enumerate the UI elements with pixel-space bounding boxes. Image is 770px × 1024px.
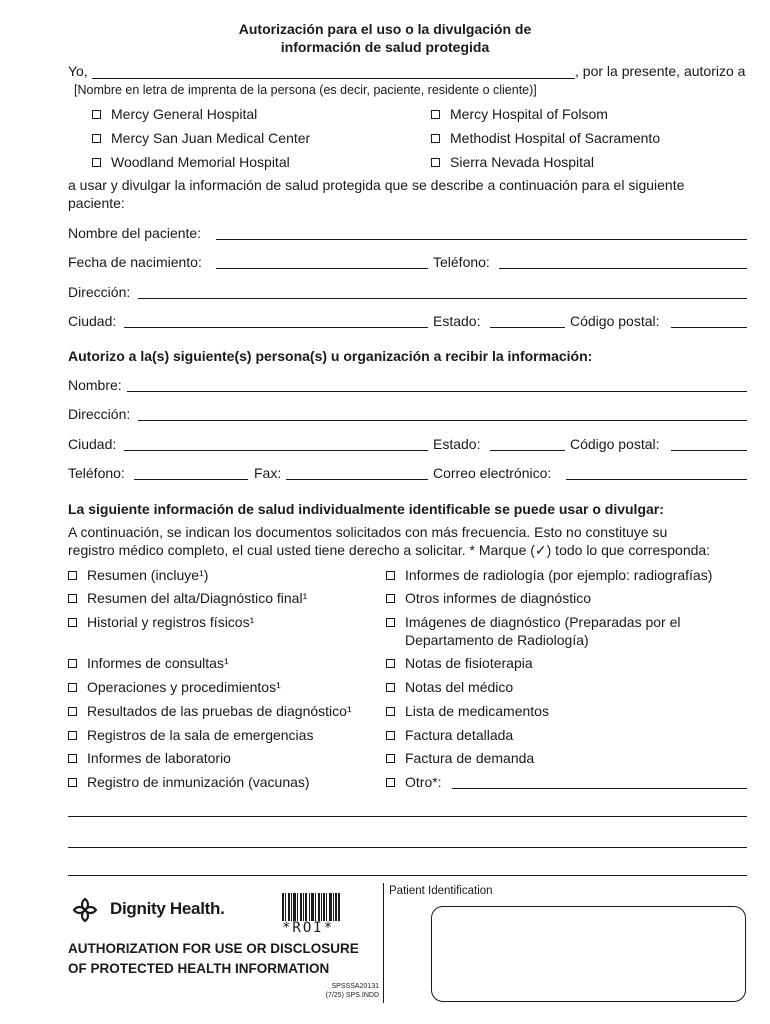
recipient-address-field[interactable]	[138, 420, 747, 421]
info-desc-line2: registro médico completo, el cual usted tiene derecho a solicitar. * Marque (✓) todo lo que corresponda:	[68, 542, 711, 558]
doc-option-continuation: Departamento de Radiología)	[405, 632, 589, 648]
hospital-option[interactable]: Woodland Memorial Hospital	[92, 154, 290, 170]
yo-label: Yo,	[68, 63, 88, 79]
checkbox-icon[interactable]	[386, 571, 395, 580]
hospital-option[interactable]: Mercy Hospital of Folsom	[431, 106, 608, 122]
footer-vertical-divider	[383, 883, 384, 1003]
doc-option-other[interactable]: Otro*:	[386, 774, 442, 790]
checkbox-icon[interactable]	[386, 683, 395, 692]
patient-state-field[interactable]	[490, 327, 565, 328]
checkbox-icon[interactable]	[386, 594, 395, 603]
checkbox-icon[interactable]	[68, 754, 77, 763]
checkbox-icon[interactable]	[68, 659, 77, 668]
recipient-fax-label: Fax:	[254, 465, 282, 481]
doc-option[interactable]: Lista de medicamentos	[386, 703, 549, 719]
recipient-zip-label: Código postal:	[570, 436, 660, 452]
form-title-line2: información de salud protegida	[280, 39, 490, 55]
patient-id-label: Patient Identification	[389, 885, 493, 897]
usage-text-line1: a usar y divulgar la información de salud protegida que se describe a continuación para el siguiente	[68, 177, 685, 193]
form-code-line2: (7/25) SPS.INDD	[325, 992, 379, 999]
checkbox-icon[interactable]	[68, 778, 77, 787]
doc-option[interactable]: Registro de inmunización (vacunas)	[68, 774, 310, 790]
blank-line[interactable]	[68, 847, 747, 848]
checkbox-icon[interactable]	[431, 134, 440, 143]
hospital-option[interactable]: Sierra Nevada Hospital	[431, 154, 594, 170]
recipient-name-label: Nombre:	[68, 377, 122, 393]
other-field[interactable]	[452, 788, 747, 789]
recipient-zip-field[interactable]	[671, 450, 747, 451]
hospital-option[interactable]: Mercy General Hospital	[92, 106, 257, 122]
checkbox-icon[interactable]	[386, 731, 395, 740]
recipient-email-label: Correo electrónico:	[433, 465, 552, 481]
person-name-hint: [Nombre en letra de imprenta de la persona (es decir, paciente, residente o cliente)]	[74, 83, 537, 97]
doc-option[interactable]: Operaciones y procedimientos¹	[68, 679, 281, 695]
doc-option[interactable]: Historial y registros físicos¹	[68, 614, 254, 630]
doc-option[interactable]: Factura detallada	[386, 727, 513, 743]
form-english-title-line2: OF PROTECTED HEALTH INFORMATION	[68, 961, 330, 976]
patient-phone-label: Teléfono:	[433, 254, 490, 270]
hospital-option[interactable]: Methodist Hospital of Sacramento	[431, 130, 660, 146]
recipient-address-label: Dirección:	[68, 406, 131, 422]
recipient-phone-label: Teléfono:	[68, 465, 125, 481]
checkbox-icon[interactable]	[386, 707, 395, 716]
patient-phone-field[interactable]	[499, 268, 747, 269]
info-desc-line1: A continuación, se indican los documentos solicitados con más frecuencia. Esto no constituye su	[68, 524, 668, 540]
recipient-name-field[interactable]	[127, 391, 747, 392]
doc-option[interactable]: Resultados de las pruebas de diagnóstico¹	[68, 703, 352, 719]
patient-name-label: Nombre del paciente:	[68, 225, 202, 241]
checkbox-icon[interactable]	[68, 707, 77, 716]
usage-text-line2: paciente:	[68, 195, 125, 211]
doc-option[interactable]: Registros de la sala de emergencias	[68, 727, 313, 743]
patient-zip-label: Código postal:	[570, 313, 660, 329]
barcode-text: *ROI*	[282, 920, 335, 936]
birthdate-field[interactable]	[216, 268, 428, 269]
recipient-city-field[interactable]	[124, 450, 428, 451]
checkbox-icon[interactable]	[68, 683, 77, 692]
checkbox-icon[interactable]	[386, 618, 395, 627]
checkbox-icon[interactable]	[431, 158, 440, 167]
checkbox-icon[interactable]	[92, 110, 101, 119]
doc-option[interactable]: Informes de consultas¹	[68, 655, 229, 671]
patient-address-label: Dirección:	[68, 284, 131, 300]
autorizo-text: , por la presente, autorizo a	[575, 63, 746, 79]
brand-name: Dignity Health.	[110, 899, 225, 918]
checkbox-icon[interactable]	[92, 134, 101, 143]
recipient-city-label: Ciudad:	[68, 436, 117, 452]
doc-option[interactable]: Notas de fisioterapia	[386, 655, 533, 671]
doc-option[interactable]: Resumen del alta/Diagnóstico final¹	[68, 590, 307, 606]
birthdate-label: Fecha de nacimiento:	[68, 254, 202, 270]
checkbox-icon[interactable]	[68, 571, 77, 580]
checkbox-icon[interactable]	[431, 110, 440, 119]
recipient-fax-field[interactable]	[286, 479, 428, 480]
patient-name-field[interactable]	[216, 239, 747, 240]
patient-state-label: Estado:	[433, 313, 481, 329]
recipient-heading: Autorizo a la(s) siguiente(s) persona(s) u organización a recibir la información:	[68, 348, 593, 364]
dignity-health-logo-icon	[68, 893, 102, 927]
form-code-line1: SPSSSA20131	[331, 983, 379, 990]
recipient-phone-field[interactable]	[134, 479, 248, 480]
doc-option[interactable]: Imágenes de diagnóstico (Preparadas por el	[386, 614, 681, 630]
doc-option[interactable]: Resumen (incluye¹)	[68, 567, 208, 583]
patient-zip-field[interactable]	[671, 327, 747, 328]
doc-option[interactable]: Notas del médico	[386, 679, 513, 695]
checkbox-icon[interactable]	[386, 754, 395, 763]
patient-city-label: Ciudad:	[68, 313, 117, 329]
checkbox-icon[interactable]	[68, 618, 77, 627]
patient-address-field[interactable]	[138, 298, 747, 299]
recipient-state-field[interactable]	[490, 450, 565, 451]
form-english-title-line1: AUTHORIZATION FOR USE OR DISCLOSURE	[68, 941, 359, 956]
recipient-state-label: Estado:	[433, 436, 481, 452]
patient-id-box[interactable]	[431, 906, 746, 1002]
checkbox-icon[interactable]	[68, 594, 77, 603]
patient-city-field[interactable]	[124, 327, 428, 328]
form-title-line1: Autorización para el uso o la divulgación de	[238, 21, 532, 37]
doc-option[interactable]: Factura de demanda	[386, 750, 534, 766]
blank-line[interactable]	[68, 816, 747, 817]
person-name-field[interactable]	[92, 78, 575, 79]
barcode	[282, 893, 340, 921]
doc-option[interactable]: Informes de laboratorio	[68, 750, 231, 766]
checkbox-icon[interactable]	[92, 158, 101, 167]
doc-option[interactable]: Informes de radiología (por ejemplo: radiografías)	[386, 567, 712, 583]
checkbox-icon[interactable]	[386, 659, 395, 668]
checkbox-icon[interactable]	[68, 731, 77, 740]
recipient-email-field[interactable]	[566, 479, 747, 480]
checkbox-icon[interactable]	[386, 778, 395, 787]
hospital-option[interactable]: Mercy San Juan Medical Center	[92, 130, 310, 146]
footer-divider	[68, 875, 747, 876]
doc-option[interactable]: Otros informes de diagnóstico	[386, 590, 591, 606]
info-heading: La siguiente información de salud individualmente identificable se puede usar o divulgar:	[68, 501, 664, 517]
